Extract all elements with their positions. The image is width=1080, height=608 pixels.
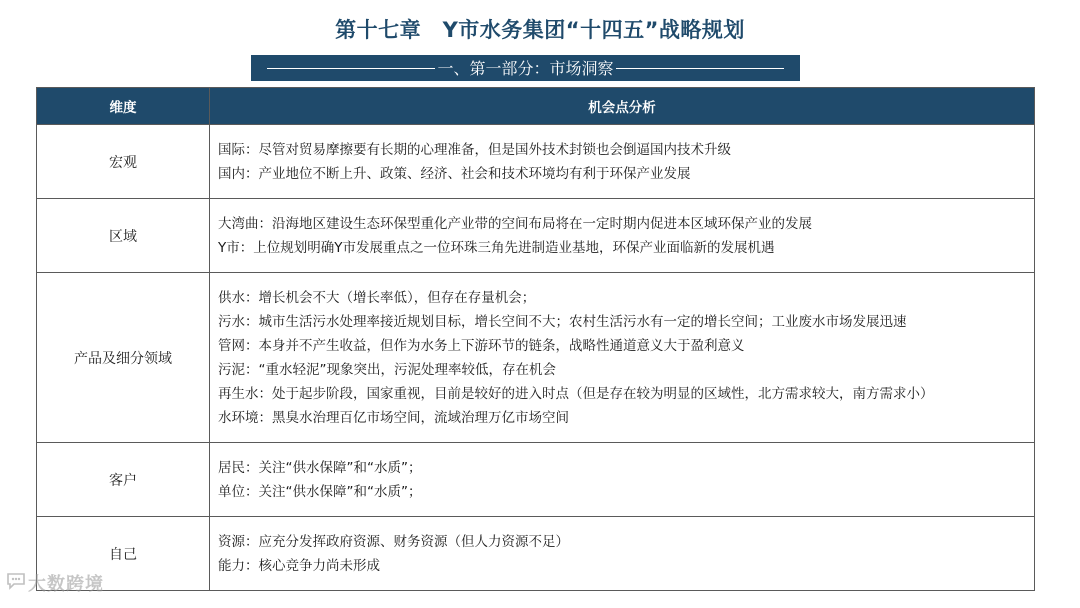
analysis-line: 水环境：黑臭水治理百亿市场空间，流域治理万亿市场空间: [218, 409, 569, 426]
analysis-line: 大湾曲：沿海地区建设生态环保型重化产业带的空间布局将在一定时期内促进本区域环保产业的发展: [218, 215, 812, 232]
banner-line-left: [267, 68, 435, 69]
dimension-cell: 客户: [37, 443, 210, 517]
analysis-cell: [210, 517, 1035, 591]
column-header-dimension: 维度: [37, 88, 210, 125]
analysis-line: Y市：上位规划明确Y市发展重点之一位环珠三角先进制造业基地，环保产业面临新的发展机遇: [218, 239, 775, 256]
watermark-text: 大数跨境: [28, 574, 104, 595]
section-banner: [251, 55, 800, 81]
chat-bubble-icon: [6, 572, 26, 595]
table-row: [37, 125, 1035, 199]
column-header-opportunity: 机会点分析: [210, 88, 1035, 125]
page-title: 第十七章 Y市水务集团“十四五”战略规划: [335, 18, 745, 42]
analysis-cell: [210, 443, 1035, 517]
dimension-cell: 区域: [37, 199, 210, 273]
analysis-line: 能力：核心竞争力尚未形成: [218, 557, 380, 574]
analysis-line: 污水：城市生活污水处理率接近规划目标，增长空间不大；农村生活污水有一定的增长空间；工业废水市场发展迅速: [218, 313, 907, 330]
dimension-cell: 产品及细分领域: [37, 273, 210, 443]
analysis-line: 国内：产业地位不断上升、政策、经济、社会和技术环境均有利于环保产业发展: [218, 165, 691, 182]
table-row: [37, 199, 1035, 273]
dimension-cell: 宏观: [37, 125, 210, 199]
analysis-line: 管网：本身并不产生收益，但作为水务上下游环节的链条，战略性通道意义大于盈利意义: [218, 337, 745, 354]
analysis-line: 再生水：处于起步阶段，国家重视，目前是较好的进入时点（但是存在较为明显的区域性，北方需求较大，南方需求小）: [218, 385, 934, 402]
analysis-cell: [210, 125, 1035, 199]
analysis-line: 供水：增长机会不大（增长率低），但存在存量机会；: [218, 289, 536, 306]
banner-line-right: [616, 68, 784, 69]
watermark: [6, 570, 104, 596]
analysis-table: [36, 87, 1035, 591]
analysis-line: 污泥：“重水轻泥”现象突出，污泥处理率较低，存在机会: [218, 361, 556, 378]
table-row: [37, 273, 1035, 443]
section-title: 一、第一部分：市场洞察: [437, 58, 614, 78]
table-header-row: [37, 88, 1035, 125]
analysis-cell: [210, 199, 1035, 273]
analysis-line: 资源：应充分发挥政府资源、财务资源（但人力资源不足）: [218, 533, 569, 550]
dimension-cell: 自己: [37, 517, 210, 591]
analysis-line: 国际：尽管对贸易摩擦要有长期的心理准备，但是国外技术封锁也会倒逼国内技术升级: [218, 141, 731, 158]
table-row: [37, 517, 1035, 591]
analysis-line: 居民：关注“供水保障”和“水质”；: [218, 459, 422, 476]
analysis-line: 单位：关注“供水保障”和“水质”；: [218, 483, 422, 500]
table-row: [37, 443, 1035, 517]
analysis-cell: [210, 273, 1035, 443]
